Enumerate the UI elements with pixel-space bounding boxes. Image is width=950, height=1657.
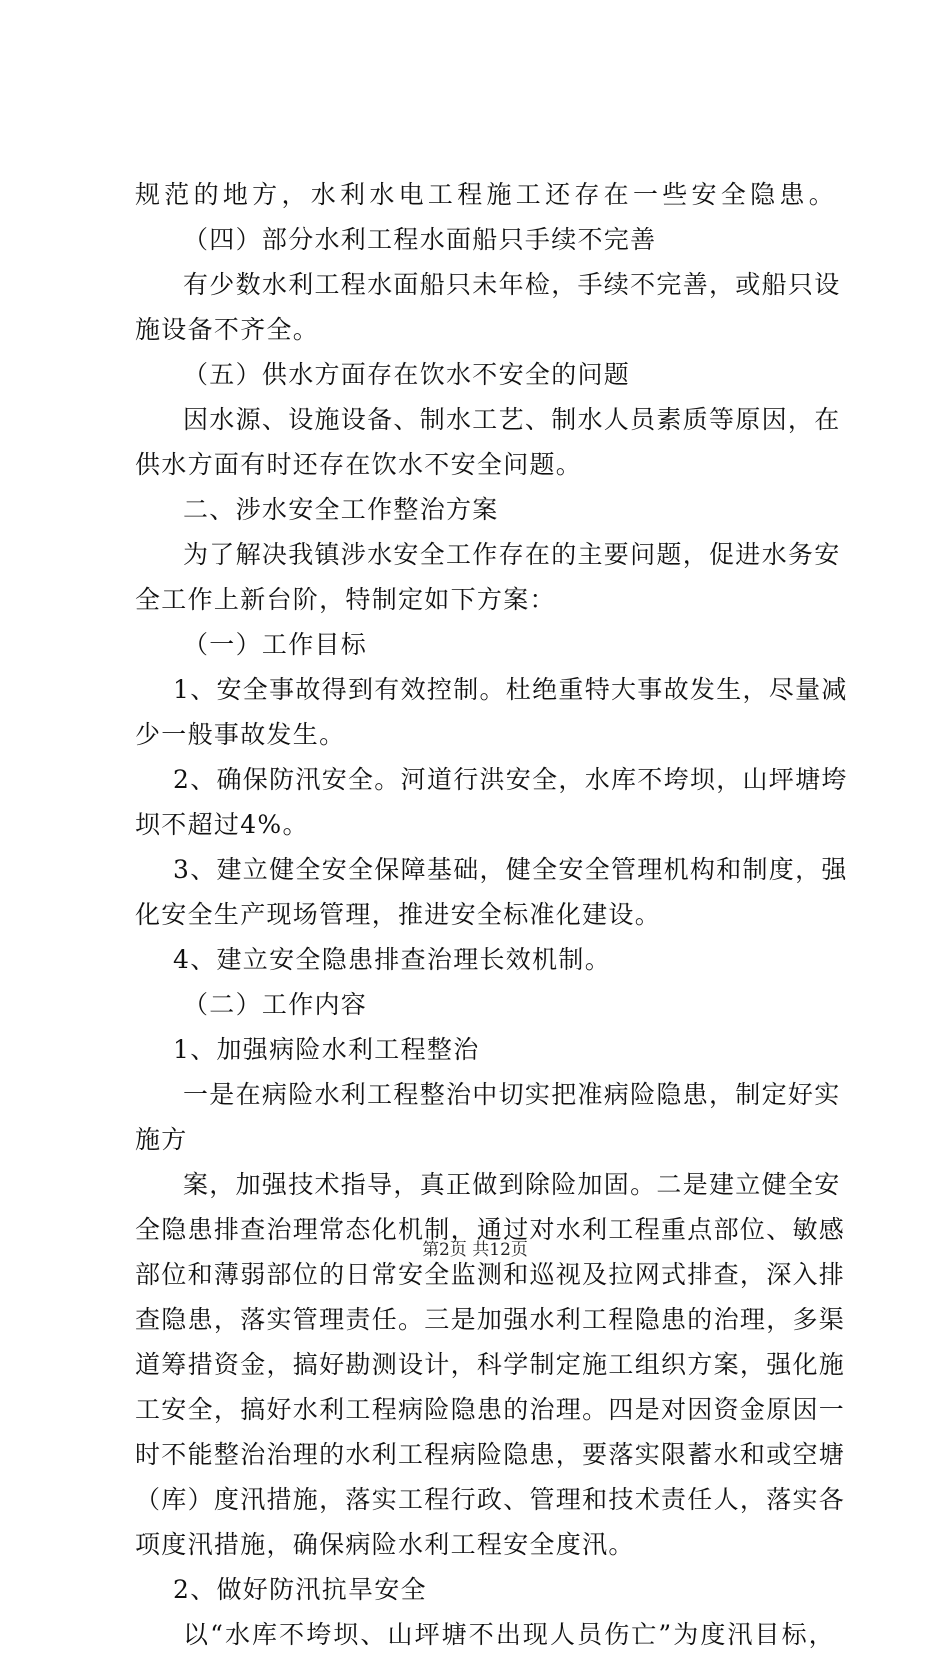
section-heading: （一）工作目标 [183, 630, 368, 659]
text-line: 规范的地方，水利水电工程施工还存在一些安全隐患。 [135, 180, 835, 209]
text-line: 全工作上新台阶，特制定如下方案： [135, 585, 556, 614]
text-line: 化安全生产现场管理，推进安全标准化建设。 [135, 900, 662, 929]
document-body [135, 172, 848, 1657]
text-line: 时不能整治治理的水利工程病险隐患，要落实限蓄水和或空塘 [135, 1440, 846, 1469]
text-line: 工安全，搞好水利工程病险隐患的治理。四是对因资金原因一 [135, 1395, 846, 1424]
text-line: 因水源、设施设备、制水工艺、制水人员素质等原因，在 [183, 405, 841, 434]
text-line: 以“水库不垮坝、山坪塘不出现人员伤亡”为度汛目标， [183, 1620, 835, 1649]
text-line: 坝不超过4%。 [135, 810, 309, 839]
text-line: 一是在病险水利工程整治中切实把准病险隐患，制定好实 [183, 1080, 841, 1109]
text-line: 案，加强技术指导，真正做到除险加固。二是建立健全安 [183, 1170, 841, 1199]
section-heading: 1、加强病险水利工程整治 [173, 1035, 480, 1064]
text-line: 全隐患排查治理常态化机制，通过对水利工程重点部位、敏感 [135, 1215, 846, 1244]
text-line: 有少数水利工程水面船只未年检，手续不完善，或船只设 [183, 270, 841, 299]
text-line: 少一般事故发生。 [135, 720, 346, 749]
text-line: 道筹措资金，搞好勘测设计，科学制定施工组织方案，强化施 [135, 1350, 846, 1379]
text-line: 为了解决我镇涉水安全工作存在的主要问题，促进水务安 [183, 540, 841, 569]
text-line: 供水方面有时还存在饮水不安全问题。 [135, 450, 583, 479]
text-line: 2、确保防汛安全。河道行洪安全，水库不垮坝，山坪塘垮 [173, 765, 848, 794]
text-line: （库）度汛措施，落实工程行政、管理和技术责任人，落实各 [135, 1485, 846, 1514]
text-line: 3、建立健全安全保障基础，健全安全管理机构和制度，强 [173, 855, 848, 884]
section-heading: （二）工作内容 [183, 990, 368, 1019]
text-line: 1、安全事故得到有效控制。杜绝重特大事故发生，尽量减 [173, 675, 848, 704]
section-heading: 2、做好防汛抗旱安全 [173, 1575, 427, 1604]
section-heading: （五）供水方面存在饮水不安全的问题 [183, 360, 631, 389]
section-heading: （四）部分水利工程水面船只手续不完善 [183, 225, 657, 254]
section-heading: 二、涉水安全工作整治方案 [183, 495, 499, 524]
text-line: 4、建立安全隐患排查治理长效机制。 [173, 945, 612, 974]
text-line: 施设备不齐全。 [135, 315, 320, 344]
text-line: 项度汛措施，确保病险水利工程安全度汛。 [135, 1530, 635, 1559]
page-footer: 第2页 共12页 [422, 1240, 528, 1260]
text-line: 查隐患，落实管理责任。三是加强水利工程隐患的治理，多渠 [135, 1305, 846, 1334]
text-line: 部位和薄弱部位的日常安全监测和巡视及拉网式排查，深入排 [135, 1260, 846, 1289]
text-line: 施方 [135, 1125, 188, 1154]
